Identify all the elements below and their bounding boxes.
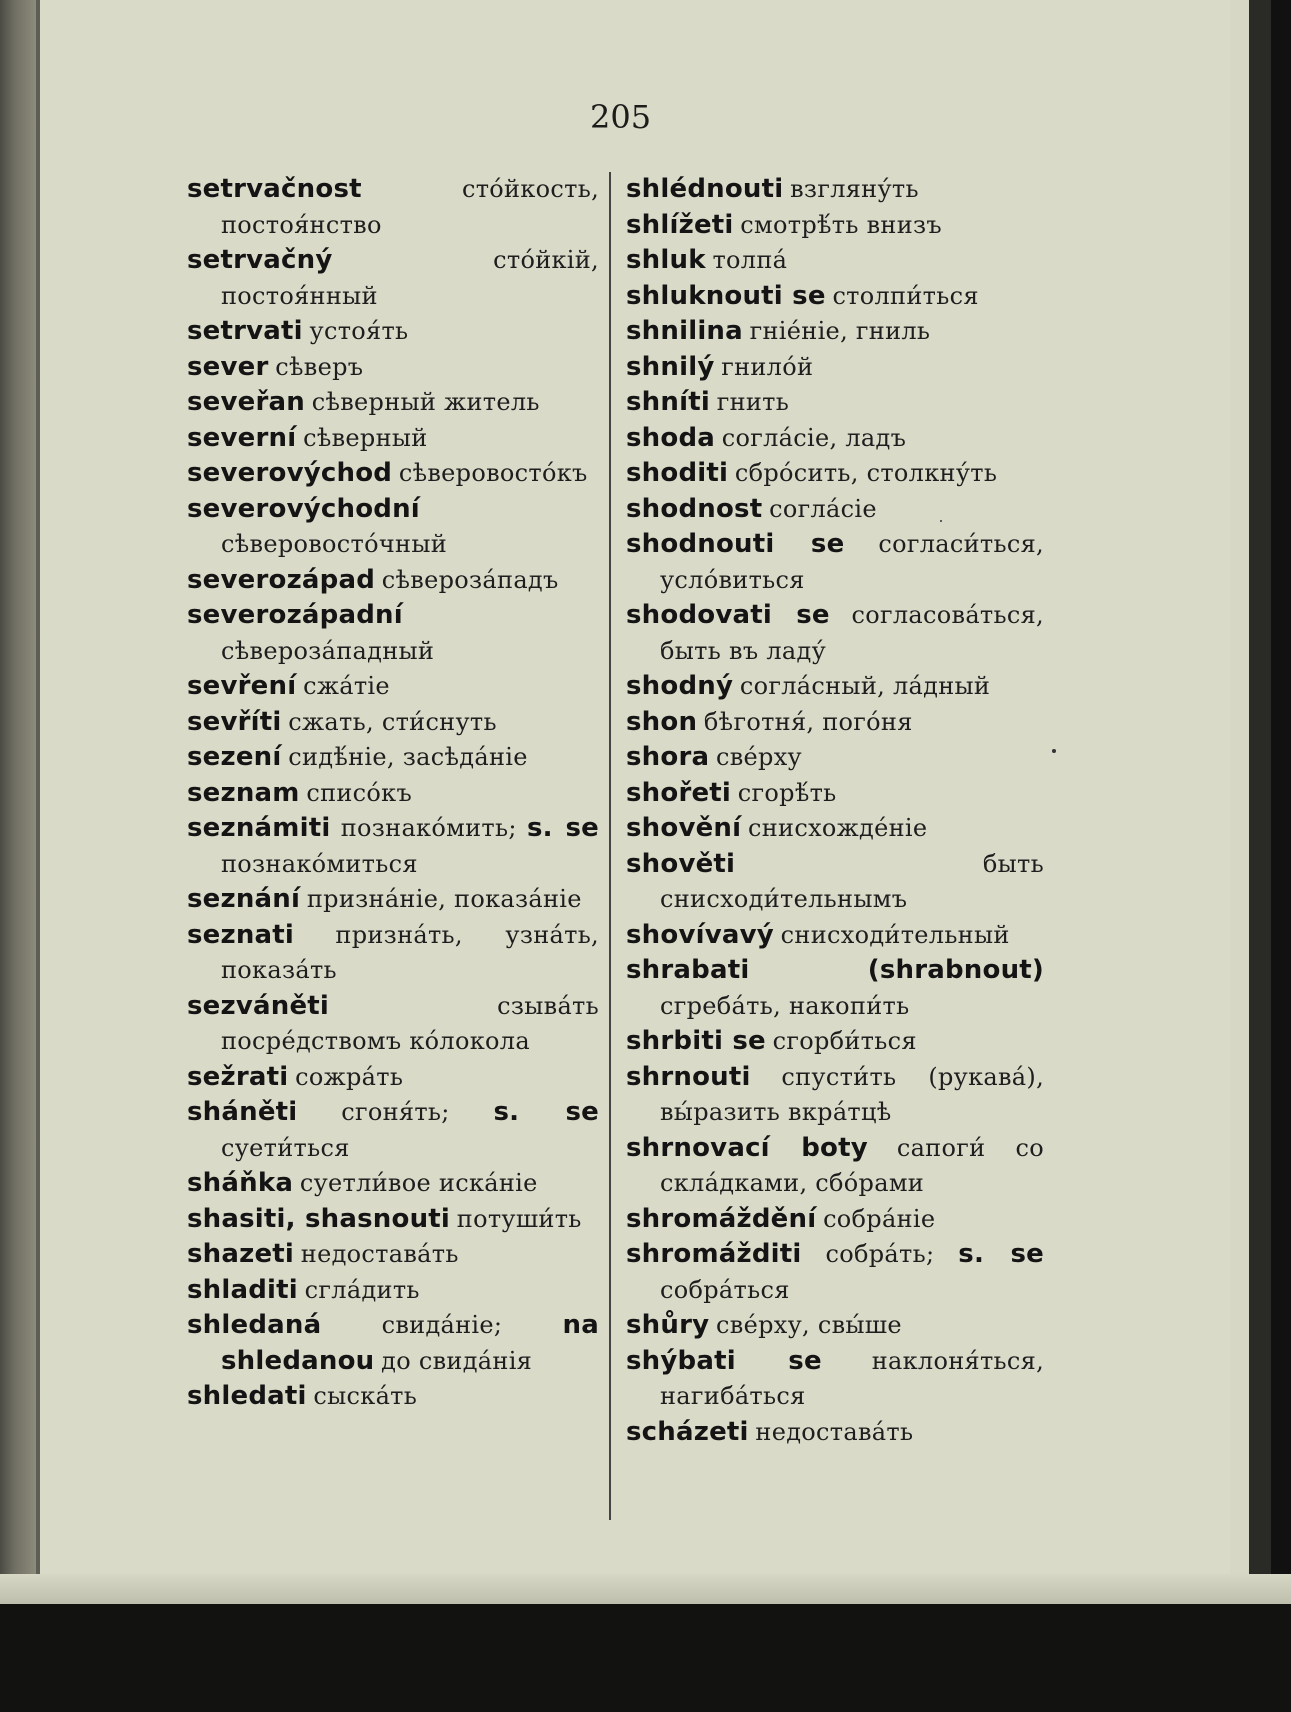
dictionary-entry [187,491,599,562]
entry-translation: устоя́ть [309,317,409,345]
right-column [626,171,1044,1449]
entry-headword: shledati [187,1381,307,1411]
entry-headword: setrvačnost [187,174,362,204]
entry-translation: сжа́тіе [303,672,390,700]
entry-headword: sevření [187,671,297,701]
entry-headword: shluk [626,245,706,275]
dictionary-entry [187,1236,599,1272]
entry-headword: shodovati se [626,600,830,630]
entry-headword: shlížeti [626,209,734,240]
entry-headword: setrvati [187,316,303,346]
entry-headword: setrvačný [187,245,333,275]
entry-translation: гнить [716,388,790,416]
entry-translation: сапоги́ со скла́дками, сбóрами [660,1133,1044,1197]
entry-translation: сожра́ть [295,1062,404,1091]
entry-headword: shora [626,742,710,772]
dictionary-entry [187,1165,599,1201]
dictionary-entry [187,988,599,1059]
dictionary-entry [187,668,599,704]
dictionary-entry [626,1414,1044,1450]
entry-translation: призна́ть, узна́ть, показа́ть [221,920,599,984]
entry-translation: свéрху [715,743,802,771]
dictionary-entry [626,810,1044,846]
entry-translation: смотрѣ́ть внизъ [740,210,942,239]
entry-translation: сѣверный [303,423,428,452]
dictionary-entry [626,917,1044,953]
dictionary-entry [187,420,599,456]
entry-translation: недостава́ть [755,1417,914,1446]
entry-headword: severozápad [187,564,376,595]
entry-headword: shasiti, shasnouti [187,1203,451,1234]
entry-subtranslation: познакóмиться [221,849,418,878]
entry-translation: сгреба́ть, накопи́ть [660,991,910,1020]
entry-headword: sezení [187,742,282,772]
entry-headword: sevříti [187,706,282,737]
dictionary-entry [626,846,1044,917]
dictionary-entry [187,1378,599,1414]
column-divider [609,172,611,1520]
entry-headword: shýbati se [626,1345,822,1376]
dictionary-entry [626,1130,1044,1201]
dictionary-entry [626,739,1044,775]
entry-headword: shladiti [187,1274,298,1305]
entry-translation: бѣготня́, погóня [703,707,913,736]
entry-translation: снисхождéніе [748,814,928,842]
dictionary-entry [187,704,599,740]
entry-headword: sezváněti [187,990,330,1021]
entry-subtranslation: собра́ться [660,1275,790,1304]
entry-headword: shnilý [626,351,715,382]
dictionary-entry [626,171,1044,207]
entry-headword: shazeti [187,1239,295,1269]
entry-subheadword: na shledanou [221,1310,600,1376]
dictionary-entry [626,278,1044,314]
entry-headword: shovívavý [626,919,774,950]
entry-translation: быть снисходи́тельнымъ [660,849,1044,913]
dictionary-entry [187,917,599,988]
dictionary-entry [187,1272,599,1308]
entry-translation: наклоня́ться, нагиба́ться [660,1346,1045,1410]
dictionary-entry [626,952,1044,1023]
entry-translation: толпа́ [712,246,788,274]
entry-subheadword: s. se [526,813,599,843]
entry-headword: shověti [626,848,736,879]
dictionary-entry [626,491,1044,527]
entry-headword: shníti [626,387,710,417]
dictionary-entry [626,775,1044,811]
entry-translation: сѣверовостóкъ [398,459,588,487]
entry-translation: собра́ть; [825,1240,935,1268]
dictionary-entry [187,455,599,491]
page-binding-shadow [0,0,36,1712]
entry-headword: shromáždění [626,1203,817,1234]
entry-translation: спусти́ть (рукава́), вы́разить вкра́тцѣ [660,1062,1044,1126]
entry-headword: shodnouti se [626,529,845,559]
entry-headword: severozápadní [187,600,403,630]
entry-headword: seveřan [187,387,305,417]
entry-translation: столпи́ться [832,281,979,310]
left-column [187,171,599,1414]
entry-translation: списóкъ [306,778,413,807]
entry-translation: гнилóй [721,352,814,381]
dust-speck [940,520,942,522]
dictionary-entry [187,881,599,917]
dictionary-entry [626,1201,1044,1237]
entry-headword: scházeti [626,1416,749,1447]
dictionary-entry [626,526,1044,597]
entry-headword: shovění [626,813,742,843]
dictionary-entry [626,668,1044,704]
page-left-border [36,0,40,1640]
entry-translation: познакóмить; [340,814,517,842]
entry-headword: severní [187,422,297,453]
entry-headword: shrabati (shrabnout) [626,955,1044,985]
entry-headword: sháněti [187,1097,298,1127]
dictionary-entry [187,171,599,242]
entry-headword: severovýchodní [187,493,420,524]
entry-translation: гніе́ніе, гниль [749,317,931,345]
entry-translation: сѣверный житель [311,388,540,416]
dictionary-entry [187,1307,599,1378]
entry-headword: shořeti [626,777,732,808]
entry-headword: shodnost [626,493,763,524]
entry-headword: shnilina [626,316,743,346]
entry-headword: severovýchod [187,458,393,488]
dictionary-entry [187,1059,599,1095]
dictionary-entry [187,739,599,775]
page-bottom-edge [0,1574,1291,1604]
entry-headword: sever [187,351,269,382]
dictionary-entry [626,1023,1044,1059]
dictionary-entry [626,597,1044,668]
entry-subheadword: s. se [958,1239,1045,1269]
entry-headword: shoda [626,422,716,453]
dictionary-entry [187,775,599,811]
entry-headword: shromážditi [626,1239,802,1269]
entry-translation: сѣвероза́падъ [381,565,559,594]
entry-translation: согла́сный, ла́дный [739,672,991,700]
entry-headword: shon [626,706,698,737]
entry-translation: сѣверъ [275,352,364,381]
dictionary-entry [626,207,1044,243]
dictionary-entry [626,1236,1044,1307]
entry-headword: shledaná [187,1310,322,1340]
entry-translation: стóйкость, постоя́нство [221,175,599,239]
dictionary-entry [187,562,599,598]
entry-headword: sháňka [187,1168,294,1198]
entry-headword: seznati [187,919,295,950]
dictionary-entry [187,313,599,349]
dictionary-entry [626,313,1044,349]
dictionary-entry [626,1343,1044,1414]
entry-translation: сжать, сти́снуть [288,707,497,736]
entry-headword: seznámiti [187,813,331,843]
entry-translation: стóйкій, постоя́нный [221,246,599,310]
dictionary-entry [626,1307,1044,1343]
entry-headword: shoditi [626,458,729,488]
entry-translation: свéрху, свы́ше [716,1311,902,1339]
entry-headword: seznam [187,777,300,808]
entry-subtranslation: до свида́нія [381,1346,533,1375]
entry-translation: сгорби́ться [772,1027,917,1055]
entry-translation: согла́сіе [769,494,877,523]
entry-headword: shrnouti [626,1061,751,1092]
entry-headword: shůry [626,1310,710,1340]
dictionary-entry [626,704,1044,740]
scan-bottom-margin [0,1604,1291,1712]
entry-headword: shluknouti se [626,280,826,311]
dust-speck [1052,749,1056,753]
entry-translation: сѣвероза́падный [221,636,435,665]
entry-translation: сѣверовостóчный [221,530,448,558]
entry-translation: сбрóсить, столкну́ть [734,459,998,487]
entry-translation: взгляну́ть [790,175,919,203]
dictionary-entry [187,384,599,420]
entry-translation: призна́ніе, показа́ніе [306,885,582,913]
dictionary-entry [187,1094,599,1165]
entry-subtranslation: суети́ться [221,1133,350,1162]
dictionary-entry [187,242,599,313]
dictionary-entry [626,349,1044,385]
dictionary-entry [187,597,599,668]
entry-translation: суетли́вое иска́ніе [299,1169,538,1197]
dictionary-entry [626,1059,1044,1130]
dictionary-entry [626,242,1044,278]
entry-translation: сыска́ть [313,1382,418,1410]
entry-headword: shlédnouti [626,174,784,204]
entry-translation: сидѣ́ніе, засѣда́ніе [288,743,528,771]
entry-translation: согласи́ться, услóвиться [660,530,1044,594]
entry-translation: согласова́ться, быть въ ладу́ [660,601,1044,665]
entry-headword: shrnovací boty [626,1132,868,1163]
dictionary-entry [626,455,1044,491]
dictionary-entry [187,349,599,385]
entry-translation: снисходи́тельный [780,920,1010,949]
entry-translation: сзыва́ть посрéдствомъ кóлокола [221,991,599,1055]
dictionary-entry [187,1201,599,1237]
entry-translation: потуши́ть [456,1204,582,1233]
entry-headword: shodný [626,671,734,701]
page-number: 205 [590,98,652,136]
entry-translation: сгоня́ть; [341,1098,450,1126]
entry-subheadword: s. se [493,1097,600,1127]
entry-translation: собра́ніе [823,1204,936,1233]
dictionary-entry [187,810,599,881]
dictionary-entry [626,420,1044,456]
entry-translation: сгорѣ́ть [737,778,837,807]
entry-translation: свида́ніе; [381,1311,503,1339]
entry-translation: сгла́дить [304,1275,420,1304]
dictionary-entry [626,384,1044,420]
scan-right-margin [1271,0,1291,1712]
entry-translation: недостава́ть [300,1240,459,1268]
entry-headword: seznání [187,884,301,914]
entry-headword: sežrati [187,1061,289,1092]
entry-headword: shrbiti se [626,1026,766,1056]
entry-translation: согла́сіе, ладъ [721,423,907,452]
page-right-border [1249,0,1271,1712]
